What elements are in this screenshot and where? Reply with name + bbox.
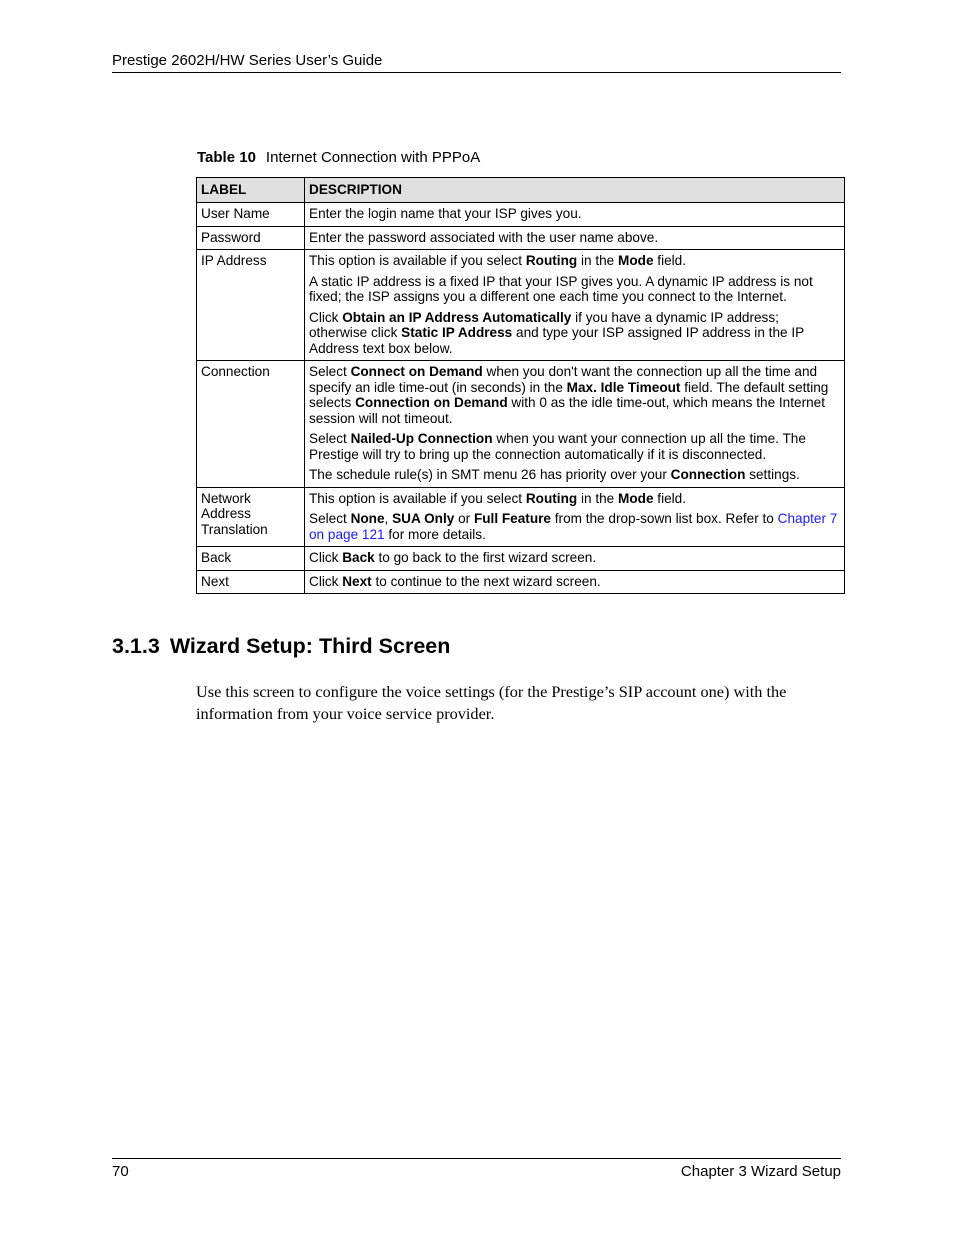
table-header-row [197,178,845,203]
table-row-back [197,547,845,571]
description-paragraph: This option is available if you select Routing in the Mode field. [309,490,687,506]
table-row-nat [197,487,845,547]
description-paragraph: Click Obtain an IP Address Automatically if you have a dynamic IP address; otherwise click Static IP Address and type your ISP assigned IP address in the IP Address text box below. [309,309,804,356]
row-label: Connection [197,361,305,488]
table-row-password [197,226,845,250]
page-header [112,51,841,73]
description-column-header: DESCRIPTION [305,178,845,203]
section-title: Wizard Setup: Third Screen [169,634,451,658]
row-label: Next [197,570,305,594]
table-row-ip-address [197,250,845,361]
row-label: User Name [197,203,305,227]
description-paragraph: A static IP address is a fixed IP that your ISP gives you. A dynamic IP address is not fixed; the ISP assigns you a different one each time you connect to the Internet. [309,273,813,304]
row-label: Network Address Translation [197,487,305,547]
table-row-next [197,570,845,594]
page-number: 70 [112,1163,129,1180]
footer-chapter: Chapter 3 Wizard Setup [680,1163,841,1180]
body-paragraph: Use this screen to configure the voice settings (for the Prestige’s SIP account one) with the information from your voice service provider. [196,682,787,723]
row-label: Back [197,547,305,571]
table-caption [197,149,480,166]
row-description: Enter the password associated with the user name above. [305,226,845,250]
table-number: Table 10 [197,149,256,166]
row-description: Click Back to go back to the first wizard screen. [305,547,845,571]
section-number: 3.1.3 [112,634,160,658]
document-title: Prestige 2602H/HW Series User’s Guide [112,52,383,69]
page-footer [112,1158,841,1180]
description-paragraph: The schedule rule(s) in SMT menu 26 has priority over your Connection settings. [309,467,800,482]
table-row-user-name [197,203,845,227]
table-title: Internet Connection with PPPoA [265,149,481,166]
description-paragraph: Select None, SUA Only or Full Feature from the drop-sown list box. Refer to Chapter 7 on page 121 for more details. [309,511,838,542]
row-description: Enter the login name that your ISP gives you. [305,203,845,227]
row-description: Click Next to continue to the next wizard screen. [305,570,845,594]
pppoa-table [196,177,845,594]
row-label: IP Address [197,250,305,361]
description-paragraph: Select Connect on Demand when you don't want the connection up all the time and specify an idle time-out (in seconds) in the Max. Idle Timeout field. The default setting selects Connection on Demand with 0 as the idle time-out, which means the Internet session will not timeout. [309,364,829,426]
label-column-header: LABEL [197,178,305,203]
row-description [305,250,845,361]
section-heading [112,634,450,659]
table-row-connection [197,361,845,488]
row-description [305,487,845,547]
description-paragraph: Select Nailed-Up Connection when you want your connection up all the time. The Prestige will try to bring up the connection automatically if it is disconnected. [309,431,806,462]
description-paragraph: This option is available if you select Routing in the Mode field. [309,253,687,268]
chapter-7-link[interactable]: Chapter 7 on page 121 [309,511,838,542]
row-description [305,361,845,488]
row-label: Password [197,226,305,250]
